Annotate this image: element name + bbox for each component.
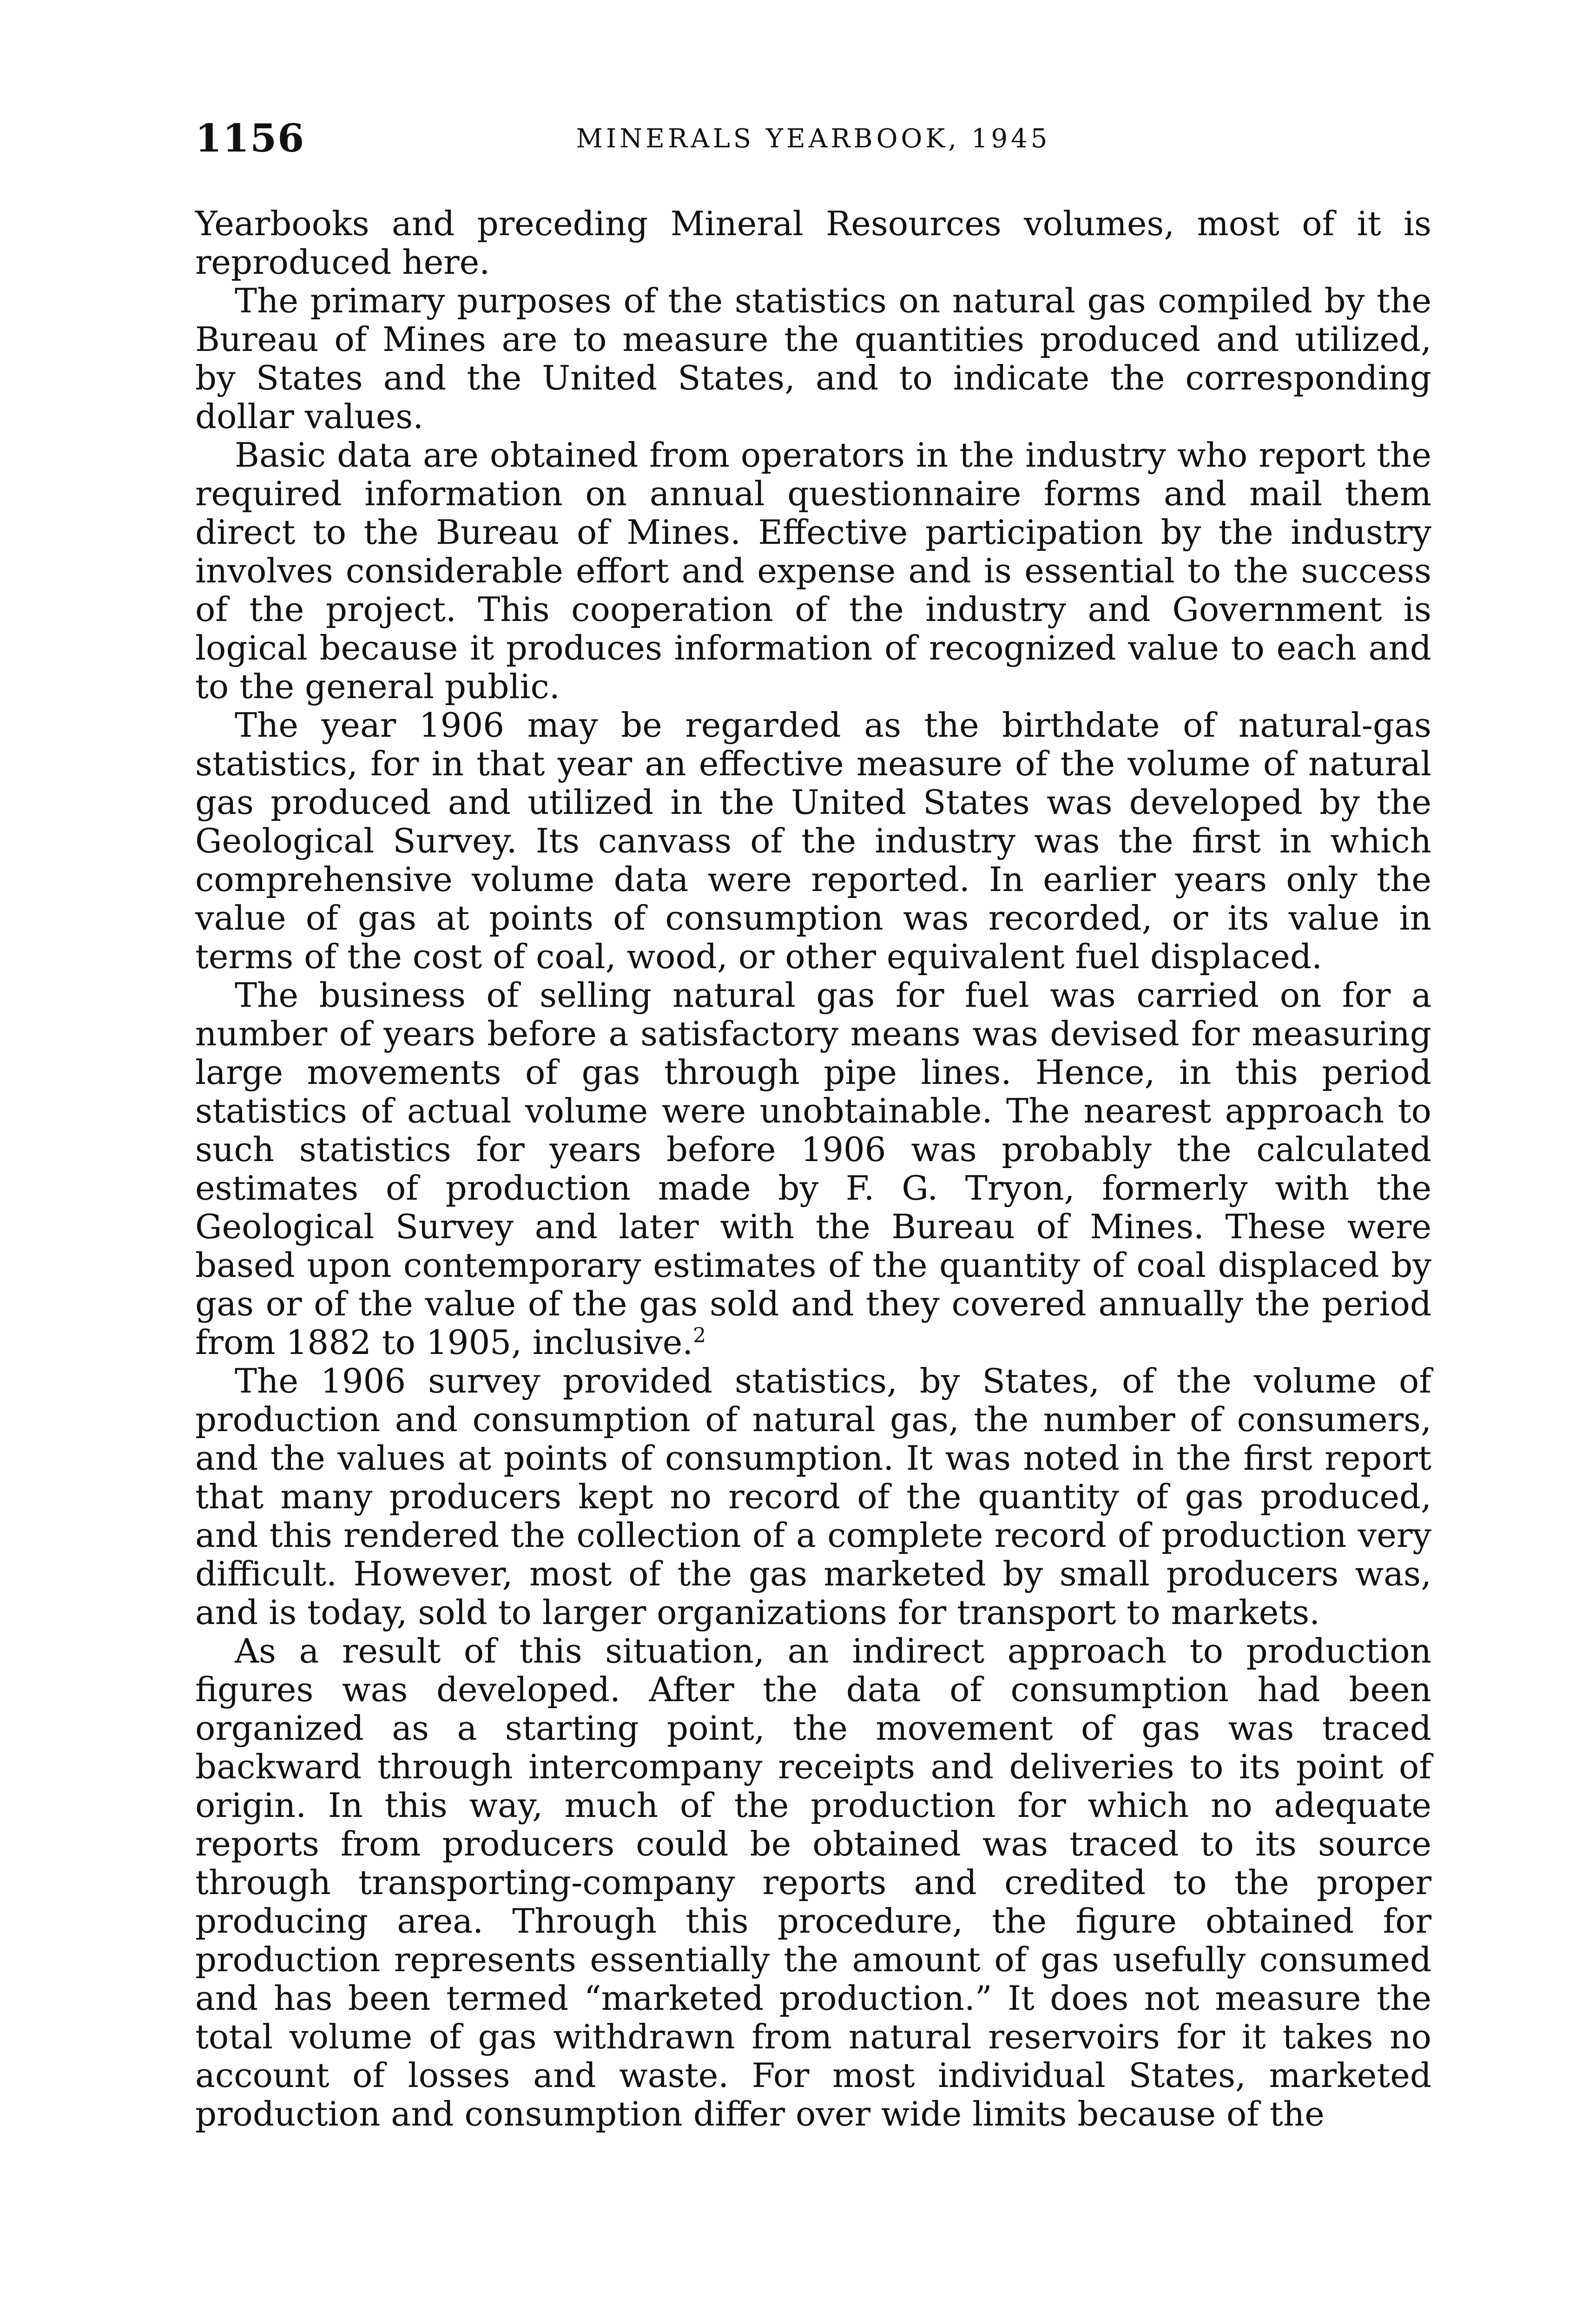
paragraph: [195, 976, 1431, 1362]
page-number: 1156: [195, 116, 305, 161]
paragraph: As a result of this situation, an indirect approach to production figures was developed. After the data of consumption had been organized as a starting point, the movement of gas was traced backward through intercompany receipts and deliveries to its point of origin. In this way, much of the production for which no adequate reports from producers could be obtained was traced to its source through transporting-company reports and credited to the proper producing area. Through this procedure, the figure obtained for production represents essentially the amount of gas usefully consumed and has been termed “marketed production.” It does not measure the total volume of gas withdrawn from natural reservoirs for it takes no account of losses and waste. For most individual States, marketed production and consumption differ over wide limits because of the: [195, 1631, 1431, 2133]
paragraph-text: The business of selling natural gas for fuel was carried on for a number of years before a satisfactory means was devised for measuring large movements of gas through pipe lines. Hence, in this period statistics of actual volume were unobtainable. The nearest approach to such statistics for years before 1906 was probably the calculated estimates of production made by F. G. Tryon, formerly with the Geological Survey and later with the Bureau of Mines. These were based upon contemporary estimates of the quantity of coal displaced by gas or of the value of the gas sold and they covered annually the period from 1882 to 1905, inclusive.: [195, 976, 1431, 1362]
page-header: [195, 116, 1431, 167]
running-head: MINERALS YEARBOOK, 1945: [576, 124, 1051, 154]
paragraph: Basic data are obtained from operators in the industry who report the required information on annual questionnaire forms and mail them direct to the Bureau of Mines. Effective participation by the industry involves considerable effort and expense and is essential to the success of the project. This cooperation of the industry and Government is logical because it produces information of recognized value to each and to the general public.: [195, 436, 1431, 706]
body-text: [195, 205, 1431, 2133]
footnote-reference: 2: [693, 1324, 706, 1347]
paragraph: The 1906 survey provided statistics, by States, of the volume of production and consumption of natural gas, the number of consumers, and the values at points of consumption. It was noted in the first report that many producers kept no record of the quantity of gas produced, and this rendered the collection of a complete record of production very difficult. However, most of the gas marketed by small producers was, and is today, sold to larger organizations for transport to markets.: [195, 1361, 1431, 1632]
paragraph: The year 1906 may be regarded as the birthdate of natural-gas statistics, for in that year an effective measure of the volume of natural gas produced and utilized in the United States was developed by the Geological Survey. Its canvass of the industry was the first in which comprehensive volume data were reported. In earlier years only the value of gas at points of consumption was recorded, or its value in terms of the cost of coal, wood, or other equivalent fuel displaced.: [195, 706, 1431, 976]
paragraph-continued: Yearbooks and preceding Mineral Resources volumes, most of it is reproduced here.: [195, 204, 1431, 282]
paragraph: The primary purposes of the statistics on natural gas compiled by the Bureau of Mines are to measure the quantities produced and utilized, by States and the United States, and to indicate the corresponding dollar values.: [195, 281, 1431, 436]
